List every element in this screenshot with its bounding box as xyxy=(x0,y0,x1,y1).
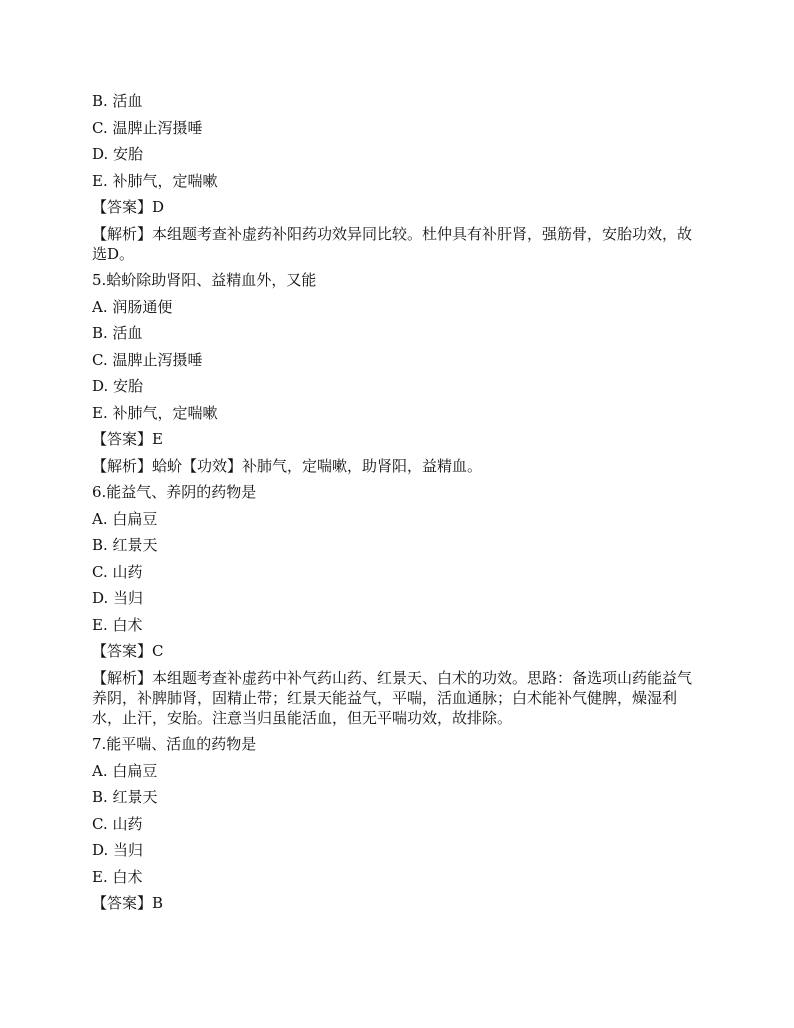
option-line: A. 白扁豆 xyxy=(92,761,158,780)
option-line: E. 白术 xyxy=(92,867,143,886)
answer-line: 【答案】E xyxy=(92,430,163,448)
option-line: C. 山药 xyxy=(92,814,143,833)
question-line: 7.能平喘、活血的药物是 xyxy=(92,735,257,753)
option-line: E. 白术 xyxy=(92,615,143,634)
option-line: D. 安胎 xyxy=(92,377,144,395)
option-line: D. 当归 xyxy=(92,589,144,607)
answer-line: 【答案】D xyxy=(92,198,165,216)
document-page xyxy=(92,88,704,917)
question-line: 6.能益气、养阴的药物是 xyxy=(92,483,257,501)
question-line: 5.蛤蚧除助肾阳、益精血外，又能 xyxy=(92,271,317,289)
option-line: C. 温脾止泻摄唾 xyxy=(92,350,203,369)
answer-line: 【答案】C xyxy=(92,642,164,660)
option-line: C. 温脾止泻摄唾 xyxy=(92,118,203,137)
option-line: E. 补肺气，定喘嗽 xyxy=(92,403,218,422)
analysis-paragraph: 【解析】本组题考查补虚药补阳药功效异同比较。杜仲具有补肝肾，强筋骨，安胎功效，故选D。 xyxy=(92,224,693,263)
option-line: D. 当归 xyxy=(92,841,144,859)
analysis-paragraph: 【解析】本组题考查补虚药中补气药山药、红景天、白术的功效。思路：备选项山药能益气养阴，补脾肺肾，固精止带；红景天能益气，平喘，活血通脉；白术能补气健脾，燥湿利水，止汗，安胎。注意当归虽能活血，但无平喘功效，故排除。 xyxy=(92,668,693,727)
option-line: C. 山药 xyxy=(92,562,143,581)
option-line: A. 白扁豆 xyxy=(92,509,158,528)
option-line: B. 活血 xyxy=(92,324,143,342)
option-line: D. 安胎 xyxy=(92,145,144,163)
analysis-line: 【解析】蛤蚧【功效】补肺气，定喘嗽，助肾阳，益精血。 xyxy=(92,456,483,475)
option-line: B. 红景天 xyxy=(92,788,158,806)
option-line: B. 红景天 xyxy=(92,536,158,554)
option-line: B. 活血 xyxy=(92,92,143,110)
option-line: A. 润肠通便 xyxy=(92,297,173,316)
option-line: E. 补肺气，定喘嗽 xyxy=(92,171,218,190)
answer-line: 【答案】B xyxy=(92,894,164,912)
